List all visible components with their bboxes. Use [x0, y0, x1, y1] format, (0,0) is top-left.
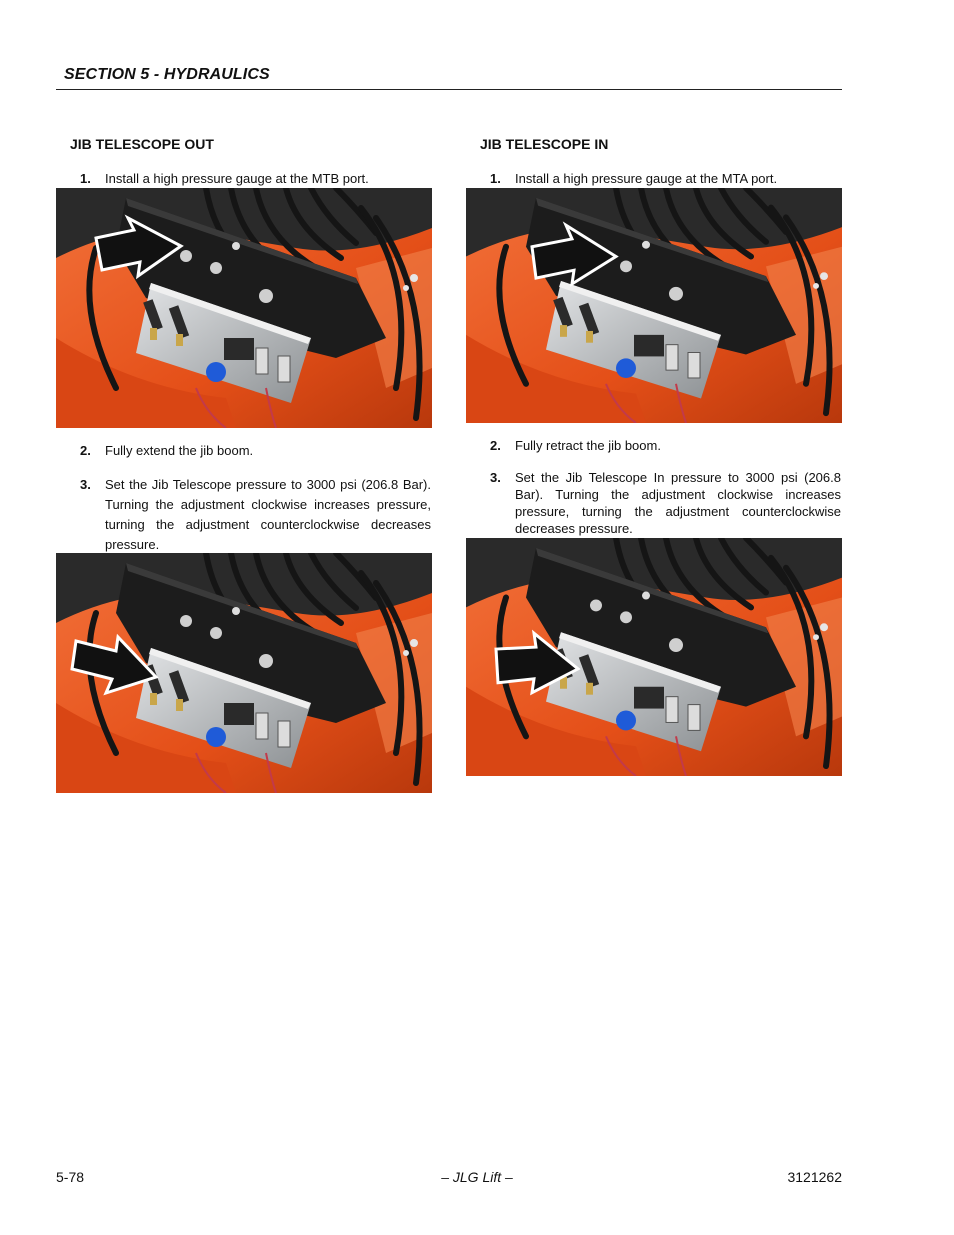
photo-scene — [466, 188, 842, 423]
step-text: Fully extend the jib boom. — [105, 443, 254, 458]
step-text: Set the Jib Telescope pressure to 3000 psi (206.8 Bar). Turning the adjustment clockwise increases pressure, turning the adjustment counterclockwise decreases pressure. — [105, 477, 431, 552]
document-number: 3121262 — [787, 1169, 842, 1185]
footer-brand: – JLG Lift – — [441, 1169, 513, 1185]
step-text: Set the Jib Telescope In pressure to 3000 psi (206.8 Bar). Turning the adjustment clockwise increases pressure, turning the adjustment counterclockwise decreases pressure. — [515, 470, 841, 536]
step-number: 2. — [80, 443, 91, 458]
step-text: Install a high pressure gauge at the MTB port. — [105, 171, 369, 186]
step-number: 1. — [490, 171, 501, 186]
photo-scene — [466, 538, 842, 776]
step-number: 3. — [490, 470, 501, 485]
photo-mta-port — [466, 188, 842, 423]
photo-scene — [56, 188, 432, 428]
page-number: 5-78 — [56, 1169, 85, 1185]
step-text: Fully retract the jib boom. — [515, 438, 661, 453]
photo-mtb-port — [56, 188, 432, 428]
photo-mta-gauge — [466, 538, 842, 776]
step-number: 1. — [80, 171, 91, 186]
left-heading: JIB TELESCOPE OUT — [70, 136, 214, 152]
photo-mtb-gauge — [56, 553, 432, 793]
right-heading: JIB TELESCOPE IN — [480, 136, 609, 152]
step-number: 3. — [80, 477, 91, 492]
step-number: 2. — [490, 438, 501, 453]
section-header: SECTION 5 - HYDRAULICS — [64, 66, 270, 83]
photo-scene — [56, 553, 432, 793]
header-rule — [56, 89, 842, 90]
step-text: Install a high pressure gauge at the MTA port. — [515, 171, 778, 186]
